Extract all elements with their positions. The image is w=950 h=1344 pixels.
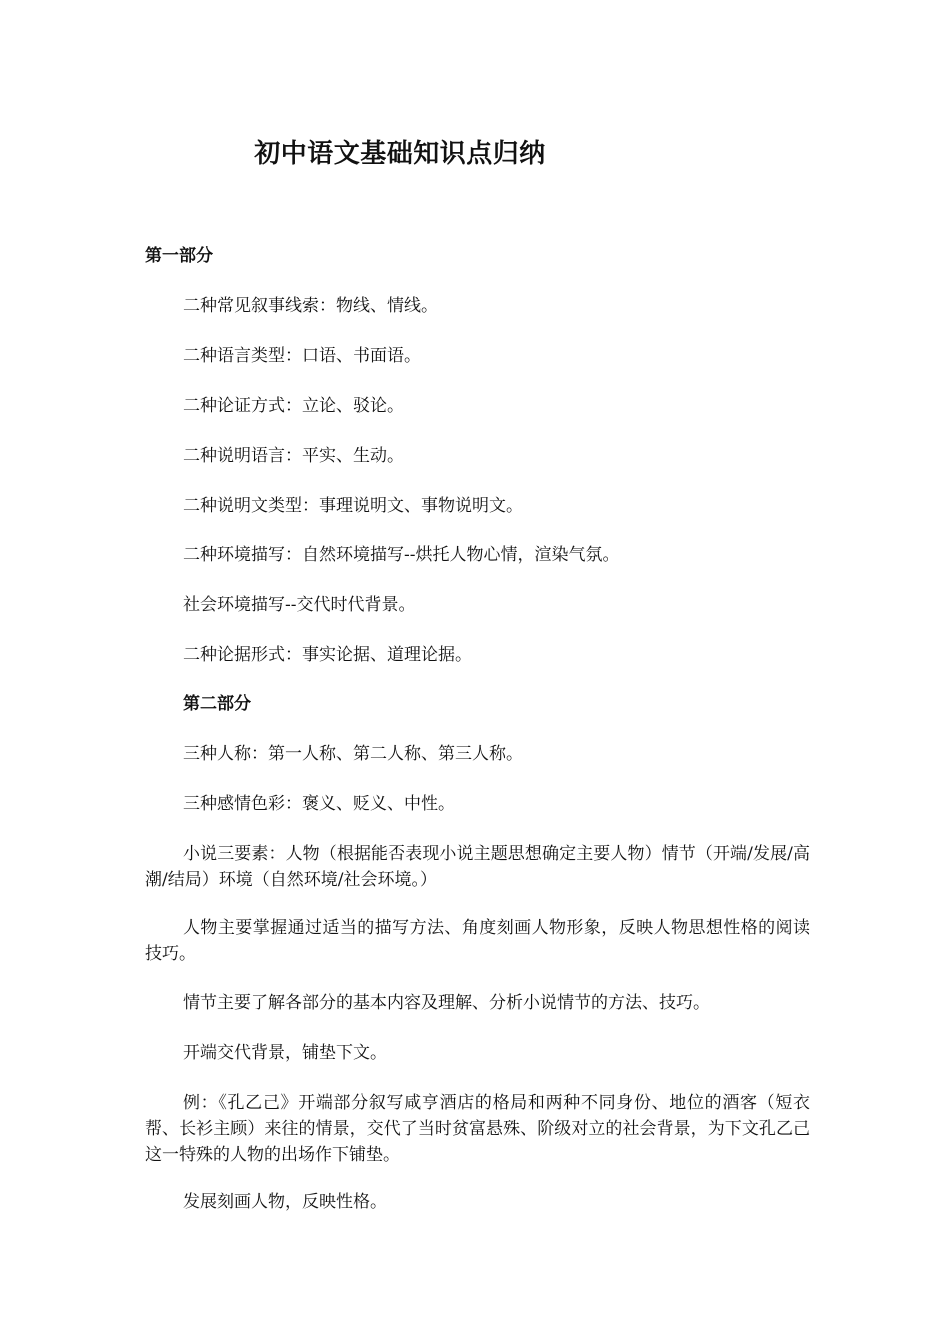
paragraph: 发展刻画人物，反映性格。 — [183, 1192, 387, 1212]
paragraph: 情节主要了解各部分的基本内容及理解、分析小说情节的方法、技巧。 — [183, 993, 710, 1013]
paragraph: 小说三要素：人物（根据能否表现小说主题思想确定主要人物）情节（开端/发展/高潮/结局）环境（自然环境/社会环境。） — [145, 844, 810, 890]
list-item: 二种说明文类型：事理说明文、事物说明文。 — [183, 496, 523, 516]
list-item: 二种语言类型：口语、书面语。 — [183, 346, 421, 366]
list-item: 三种感情色彩：褒义、贬义、中性。 — [183, 794, 455, 814]
section-heading-part1: 第一部分 — [145, 246, 213, 266]
list-item: 二种论据形式：事实论据、道理论据。 — [183, 645, 472, 665]
list-item: 二种常见叙事线索：物线、情线。 — [183, 296, 438, 316]
list-item: 社会环境描写--交代时代背景。 — [183, 595, 416, 615]
section-heading-part2: 第二部分 — [183, 694, 251, 714]
list-item: 二种环境描写：自然环境描写--烘托人物心情，渲染气氛。 — [183, 545, 620, 565]
list-item: 二种说明语言：平实、生动。 — [183, 446, 404, 466]
document-title: 初中语文基础知识点归纳 — [254, 139, 546, 169]
paragraph: 开端交代背景，铺垫下文。 — [183, 1043, 387, 1063]
list-item: 二种论证方式：立论、驳论。 — [183, 396, 404, 416]
list-item: 三种人称：第一人称、第二人称、第三人称。 — [183, 744, 523, 764]
paragraph: 人物主要掌握通过适当的描写方法、角度刻画人物形象，反映人物思想性格的阅读技巧。 — [145, 918, 810, 964]
paragraph: 例：《孔乙己》开端部分叙写咸亨酒店的格局和两种不同身份、地位的酒客（短衣帮、长衫主顾）来往的情景，交代了当时贫富悬殊、阶级对立的社会背景，为下文孔乙己这一特殊的人物的出场作下铺垫。 — [145, 1093, 810, 1165]
